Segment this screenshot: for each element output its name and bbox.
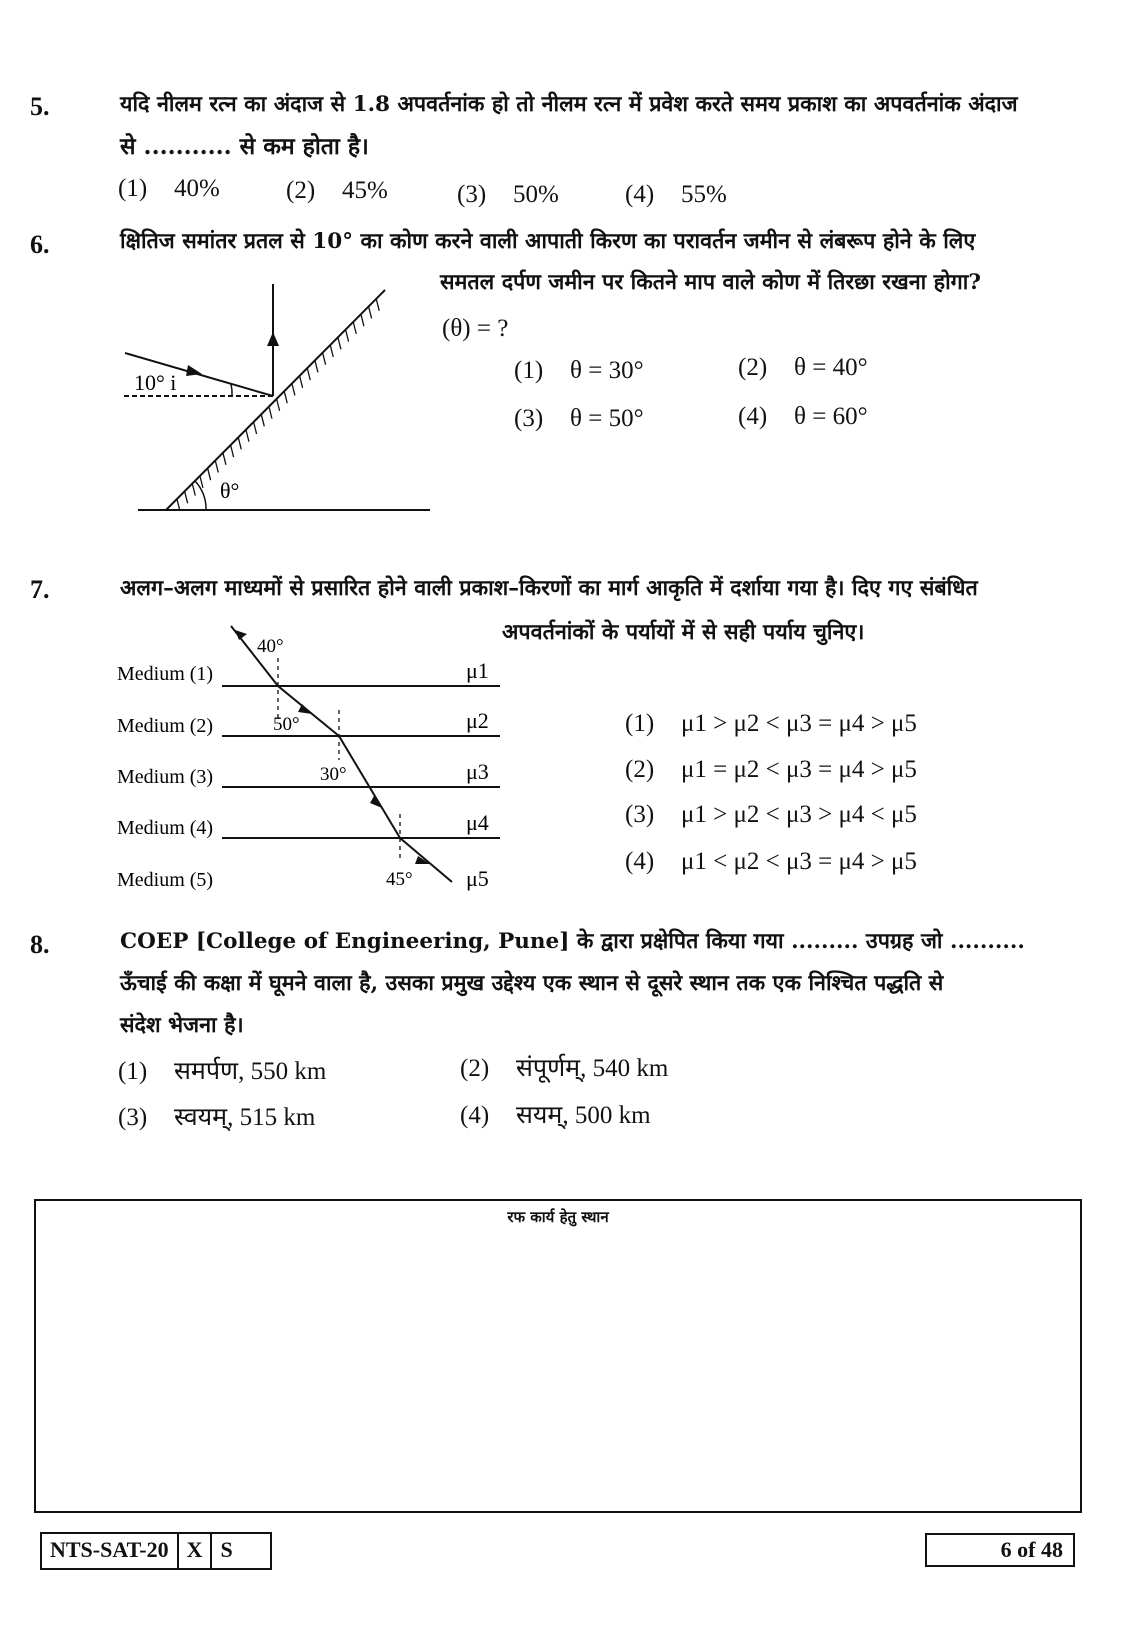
footer-class: X xyxy=(179,1534,213,1568)
q5-option-3[interactable]: (3) 50% xyxy=(457,181,559,208)
question-8-line-3: संदेश भेजना है। xyxy=(120,1013,244,1038)
medium-3-label: Medium (3) xyxy=(117,766,214,788)
mirror-hatch-mark xyxy=(346,330,349,342)
mirror-hatch-mark xyxy=(261,414,264,426)
mu-3-label: μ3 xyxy=(466,759,489,784)
question-7-line-1: अलग–अलग माध्यमों से प्रसारित होने वाली प्रकाश–किरणों का मार्ग आकृति में दर्शाया गया है। दिए गए संबंधित xyxy=(120,576,978,601)
q8-option-3[interactable]: (3) स्वयम्, 515 km xyxy=(118,1104,316,1131)
medium-4-label: Medium (4) xyxy=(117,817,214,839)
refraction-media-diagram xyxy=(110,620,510,900)
rough-work-area[interactable] xyxy=(34,1199,1082,1513)
medium-2-label: Medium (2) xyxy=(117,715,214,737)
q7-option-1[interactable]: (1) μ1 > μ2 < μ3 = μ4 > μ5 xyxy=(625,710,917,737)
question-5-line-2: से ........... से कम होता है। xyxy=(120,133,369,160)
mirror-hatch-mark xyxy=(246,430,249,442)
mirror-hatch-mark xyxy=(369,307,372,319)
mu-2-label: μ2 xyxy=(466,708,489,733)
q6-option-1[interactable]: (1) θ = 30° xyxy=(514,357,644,384)
question-7-number: 7. xyxy=(30,575,50,604)
question-8-line-1: COEP [College of Engineering, Pune] के द्वारा प्रक्षेपित किया गया ......... उपग्रह जो .......... xyxy=(120,929,1025,954)
question-6-number: 6. xyxy=(30,230,50,259)
mirror-hatching xyxy=(177,299,379,511)
question-6-line-1: क्षितिज समांतर प्रतल से 10° का कोण करने वाली आपाती किरण का परावर्तन जमीन से लंबरूप होने के लिए xyxy=(120,229,976,254)
mirror-hatch-mark xyxy=(300,376,303,388)
mirror-hatch-mark xyxy=(330,345,333,357)
angle-label-40: 40° xyxy=(257,636,284,657)
mirror-hatch-mark xyxy=(323,353,326,365)
mirror-hatch-mark xyxy=(338,337,341,349)
mirror-hatch-mark xyxy=(376,299,379,311)
mirror-hatch-mark xyxy=(353,322,356,334)
mirror-hatch-mark xyxy=(185,491,188,503)
mirror-hatch-mark xyxy=(223,453,226,465)
mirror-hatch-mark xyxy=(361,314,364,326)
q6-option-4[interactable]: (4) θ = 60° xyxy=(738,403,868,430)
q5-option-4[interactable]: (4) 55% xyxy=(625,181,727,208)
mirror-hatch-mark xyxy=(215,461,218,473)
q7-option-2[interactable]: (2) μ1 = μ2 < μ3 = μ4 > μ5 xyxy=(625,756,917,783)
mirror-hatch-mark xyxy=(277,399,280,411)
ray-arrow-icon-2 xyxy=(298,704,312,714)
mirror-hatch-mark xyxy=(231,445,234,457)
mirror-hatch-mark xyxy=(208,468,211,480)
mu-5-label: μ5 xyxy=(466,866,489,891)
medium-5-label: Medium (5) xyxy=(117,869,214,891)
q8-option-1[interactable]: (1) समर्पण, 550 km xyxy=(118,1058,327,1085)
question-8-number: 8. xyxy=(30,930,50,959)
mirror-hatch-mark xyxy=(238,437,241,449)
mirror-hatch-mark xyxy=(254,422,257,434)
mirror-hatch-mark xyxy=(315,360,318,372)
question-5-number: 5. xyxy=(30,92,50,121)
mirror-hatch-mark xyxy=(292,384,295,396)
q6-option-3[interactable]: (3) θ = 50° xyxy=(514,405,644,432)
q7-option-4[interactable]: (4) μ1 < μ2 < μ3 = μ4 > μ5 xyxy=(625,848,917,875)
question-7-line-2: अपवर्तनांकों के पर्यायों में से सही पर्याय चुनिए। xyxy=(502,620,865,645)
footer-exam-code: NTS-SAT-20 xyxy=(42,1534,179,1568)
mirror-reflection-diagram xyxy=(110,270,450,530)
mu-1-label: μ1 xyxy=(466,658,489,683)
q8-option-4[interactable]: (4) सयम्, 500 km xyxy=(460,1102,651,1129)
q8-option-2[interactable]: (2) संपूर्णम्, 540 km xyxy=(460,1055,669,1082)
mirror-angle-arc xyxy=(195,481,206,510)
q7-option-3[interactable]: (3) μ1 > μ2 < μ3 > μ4 < μ5 xyxy=(625,801,917,828)
light-ray-path xyxy=(231,626,452,882)
mirror-hatch-mark xyxy=(284,391,287,403)
mu-4-label: μ4 xyxy=(466,810,489,835)
angle-label-30: 30° xyxy=(320,764,347,785)
incidence-angle-arc xyxy=(231,384,232,396)
q5-option-2[interactable]: (2) 45% xyxy=(286,177,388,204)
footer-page-number: 6 of 48 xyxy=(925,1533,1075,1567)
mirror-angle-label: θ° xyxy=(220,478,240,503)
question-8-text xyxy=(120,921,1060,1047)
question-6-line-2: समतल दर्पण जमीन पर कितने माप वाले कोण में तिरछा रखना होगा? xyxy=(440,270,981,295)
q5-option-1[interactable]: (1) 40% xyxy=(118,175,220,202)
incidence-angle-label: 10° i xyxy=(134,370,177,395)
question-5-text xyxy=(120,84,1040,168)
question-5-line-1: यदि नीलम रत्न का अंदाज से 1.8 अपवर्तनांक हो तो नीलम रत्न में प्रवेश करते समय प्रकाश का अपवर्तनांक अंदाज xyxy=(120,92,1018,117)
mirror-hatch-mark xyxy=(192,484,195,496)
footer-set: S xyxy=(220,1537,233,1562)
medium-1-label: Medium (1) xyxy=(117,663,214,685)
plane-mirror xyxy=(166,290,385,510)
question-6-line-3: (θ) = ? xyxy=(442,315,509,342)
question-8-line-2: ऊँचाई की कक्षा में घूमने वाला है, उसका प्रमुख उद्देश्य एक स्थान से दूसरे स्थान तक एक निश्चित पद्धति से xyxy=(120,971,944,996)
rough-work-label: रफ कार्य हेतु स्थान xyxy=(507,1208,609,1226)
mirror-hatch-mark xyxy=(200,476,203,488)
angle-label-50: 50° xyxy=(273,714,300,735)
q6-option-2[interactable]: (2) θ = 40° xyxy=(738,354,868,381)
mirror-hatch-mark xyxy=(269,407,272,419)
reflected-ray-arrow-icon xyxy=(267,332,279,346)
footer-exam-code-box xyxy=(40,1532,272,1570)
angle-label-45: 45° xyxy=(386,869,413,890)
mirror-hatch-mark xyxy=(307,368,310,380)
